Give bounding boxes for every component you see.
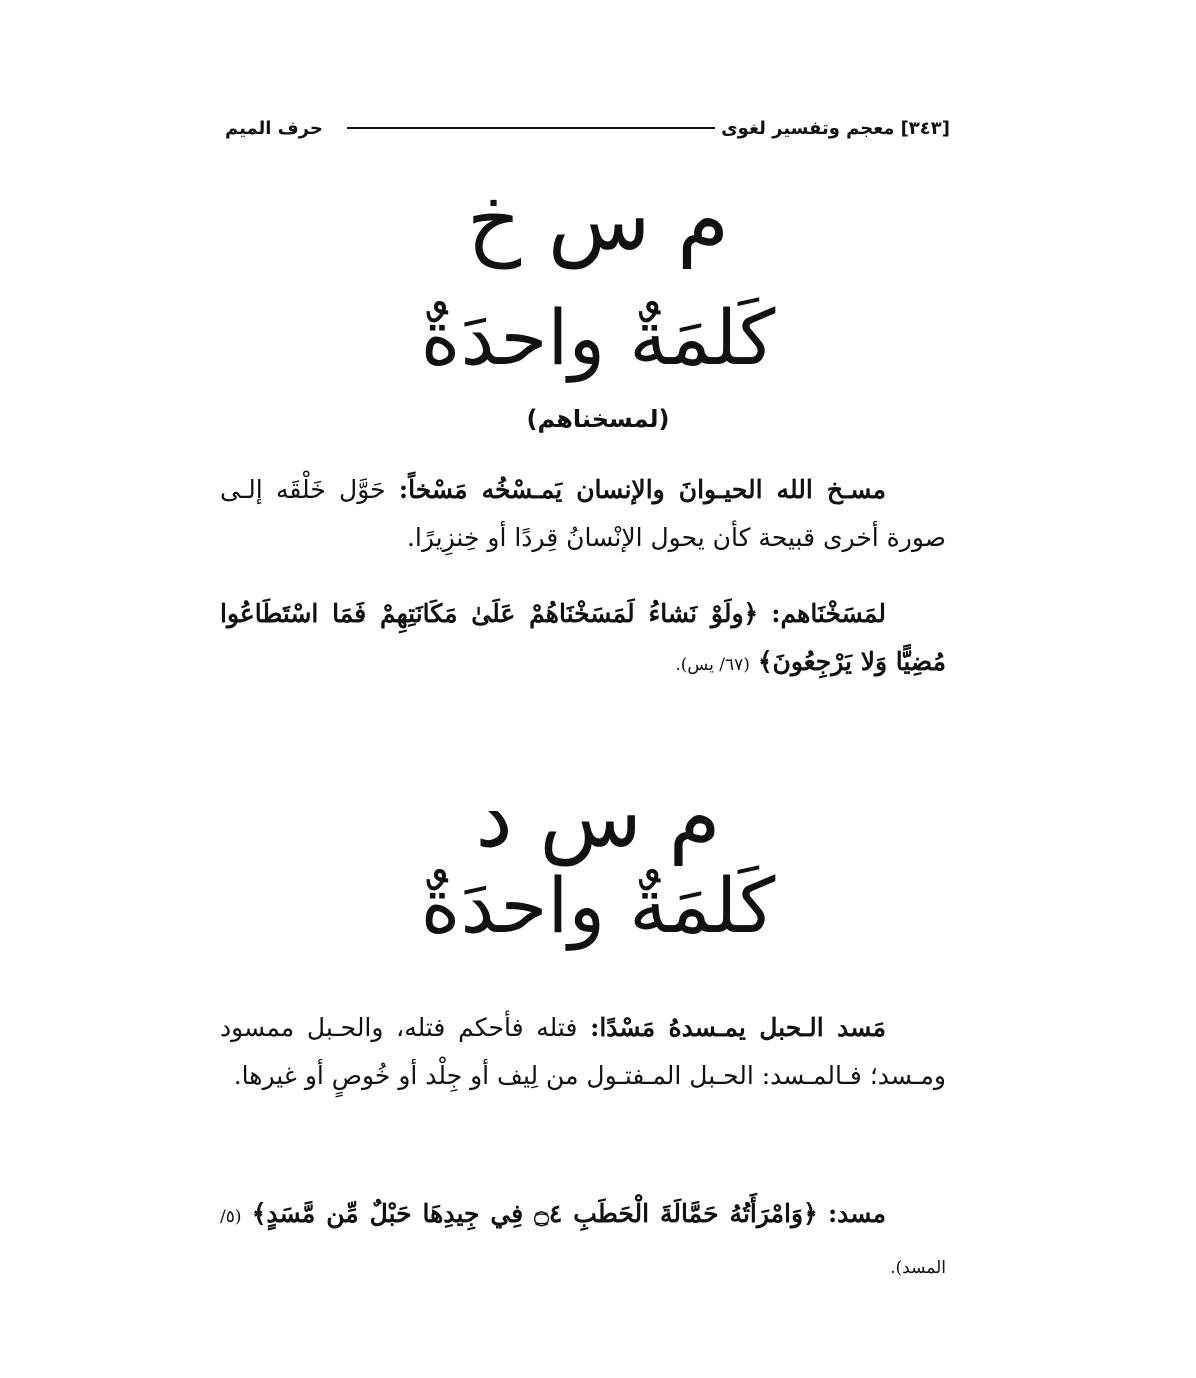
entry-subtitle: كَلمَةٌ واحدَةٌ <box>420 293 776 382</box>
running-header <box>225 110 950 146</box>
quran-reference: (٥/المسد). <box>220 1207 946 1278</box>
quran-quote: ﴿وَامْرَأَتُهُ حَمَّالَةَ الْحَطَبِ ۝٤ فِي جِيدِهَا حَبْلٌ مِّن مَّسَدٍ﴾ <box>251 1199 818 1228</box>
quran-quote: ﴿ولَوْ نَشاءُ لَمَسَخْنَاهُمْ عَلَىٰ مَكَانَتِهِمْ فَمَا اسْتَطَاعُوا مُضِيًّا وَلا يَرْجِعُونَ﴾ <box>220 599 946 676</box>
root-heading: م س خ <box>466 171 730 269</box>
usage-word: لمَسَخْنَاهم: <box>771 599 886 628</box>
definition-body: فتله فأحكم فتله، والحـبل ممسود ومـسد؛ فـالمـسد: الحـبل المـفتـول من لِيف أو جِلْد أو خُوصٍ أو غيرها. <box>220 1013 946 1090</box>
quran-reference: (٦٧/ يس). <box>675 655 750 675</box>
book-title: معجم وتفسير لغوى <box>721 117 895 139</box>
definition-lead: مسـخ الله الحيـوانَ والإنسان يَمـسْخُه مَسْخاً: <box>398 475 886 504</box>
usage-word: مسد: <box>827 1199 886 1228</box>
root-heading: م س د <box>475 768 721 866</box>
entry-word: (لمسخناهم) <box>526 405 670 433</box>
entry-subtitle: كَلمَةٌ واحدَةٌ <box>420 861 776 950</box>
definition-lead: مَسد الـحبل يمـسدهُ مَسْدًا: <box>590 1013 886 1042</box>
definition-paragraph <box>220 466 946 562</box>
chapter-title: حرف الميم <box>225 117 323 139</box>
usage-paragraph <box>220 1190 946 1292</box>
header-rule <box>347 127 715 129</box>
usage-paragraph <box>220 590 946 689</box>
definition-body: حَوَّل خَلْقَه إلـى صورة أخرى قبيحة كأن يحول الإنْسانُ قِردًا أو خِنزِيرًا. <box>220 475 946 552</box>
definition-paragraph <box>220 1004 946 1100</box>
page-number: [٣٤٣] <box>900 117 950 139</box>
